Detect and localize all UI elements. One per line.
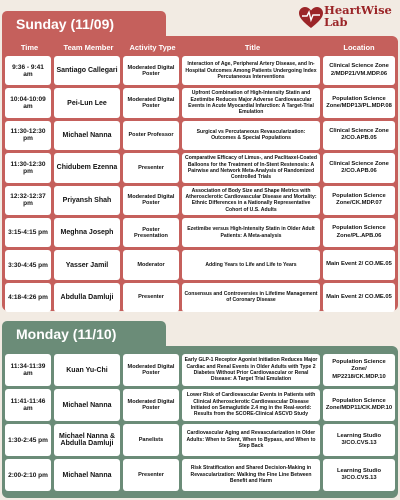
table-header [5, 39, 395, 56]
member-cell: Michael Nanna [54, 389, 120, 421]
heart-icon [298, 6, 324, 30]
activity-type-cell: Presenter [123, 459, 179, 491]
time-cell: 4:18-4:26 pm [5, 283, 51, 312]
activity-type-cell: Panelists [123, 424, 179, 456]
table-row [5, 354, 395, 386]
header-member: Team Member [63, 43, 114, 52]
time-cell: 11:30-12:30 pm [5, 121, 51, 150]
header-type: Activity Type [129, 43, 176, 52]
table-row [5, 56, 395, 85]
member-cell: Kuan Yu-Chi [54, 354, 120, 386]
member-cell: Meghna Joseph [54, 218, 120, 247]
sunday-tab: Sunday (11/09) [2, 11, 166, 37]
location-cell: Learning Studio 3/CO.CVS.13 [323, 459, 395, 491]
activity-type-cell: Moderated Digital Poster [123, 56, 179, 85]
activity-type-cell: Presenter [123, 283, 179, 312]
member-cell: Michael Nanna [54, 121, 120, 150]
table-row [5, 459, 395, 491]
member-cell: Yasser Jamil [54, 250, 120, 279]
time-cell: 3:30-4:45 pm [5, 250, 51, 279]
title-cell: Risk Stratification and Shared Decision-Making in Revascularization: Walking the Fine Line Between Benefit and Harm [182, 459, 320, 491]
location-cell: Clinical Science Zone 2/MDP21/VM.MDP.06 [323, 56, 395, 85]
location-cell: Population Science Zone/ MP2218/CK.MDP.10 [323, 354, 395, 386]
location-cell: Main Event 2/ CO.ME.05 [323, 283, 395, 312]
activity-type-cell: Moderated Digital Poster [123, 88, 179, 117]
table-row [5, 250, 395, 279]
table-row [5, 389, 395, 421]
title-cell: Cardiovascular Aging and Revascularization in Older Adults: When to Stent, When to Bypass, and When to Step Back [182, 424, 320, 456]
time-cell: 1:30-2:45 pm [5, 424, 51, 456]
location-cell: Population Science Zone/CK.MDP.07 [323, 186, 395, 215]
location-cell: Learning Studio 3/CO.CVS.13 [323, 424, 395, 456]
header-time: Time [20, 43, 39, 52]
activity-type-cell: Presenter [123, 153, 179, 182]
title-cell: Ezetimibe versus High-Intensity Statin in Older Adult Patients: A Meta-analysis [182, 218, 320, 247]
time-cell: 2:00-2:10 pm [5, 459, 51, 491]
activity-type-cell: Moderator [123, 250, 179, 279]
title-cell: Lower Risk of Cardiovascular Events in Patients with Clinical Atherosclerotic Cardiovascular Disease Initiated on Semaglutide 2.4 mg in the Real-world: Results from the SCORE-Clinical ASCVD Study [182, 389, 320, 421]
table-row [5, 186, 395, 215]
member-cell: Pei-Lun Lee [54, 88, 120, 117]
member-cell: Priyansh Shah [54, 186, 120, 215]
activity-type-cell: Poster Professor [123, 121, 179, 150]
header-title: Title [244, 43, 261, 52]
member-cell: Michael Nanna [54, 459, 120, 491]
table-row [5, 218, 395, 247]
member-cell: Abdulla Damluji [54, 283, 120, 312]
time-cell: 10:04-10:09 am [5, 88, 51, 117]
title-cell: Interaction of Age, Peripheral Artery Disease, and In-Hospital Outcomes Among Patients Undergoing Index Percutaneous Interventions [182, 56, 320, 85]
title-cell: Adding Years to Life and Life to Years [182, 250, 320, 279]
time-cell: 11:34-11:39 am [5, 354, 51, 386]
activity-type-cell: Moderated Digital Poster [123, 389, 179, 421]
location-cell: Population Science Zone/MDP13/PL.MDP.08 [323, 88, 395, 117]
activity-type-cell: Poster Presentation [123, 218, 179, 247]
table-row [5, 424, 395, 456]
title-cell: Association of Body Size and Shape Metrics with Atherosclerotic Cardiovascular Disease and Mortality: Ethnic Differences in a Nationally Representative Cohort of U.S. Adults [182, 186, 320, 215]
location-cell: Clinical Science Zone 2/CO.APB.06 [323, 153, 395, 182]
activity-type-cell: Moderated Digital Poster [123, 186, 179, 215]
table-row [5, 153, 395, 182]
member-cell: Santiago Callegari [54, 56, 120, 85]
location-cell: Main Event 2/ CO.ME.05 [323, 250, 395, 279]
time-cell: 9:36 - 9:41 am [5, 56, 51, 85]
time-cell: 12:32-12:37 pm [5, 186, 51, 215]
location-cell: Clinical Science Zone 2/CO.APB.05 [323, 121, 395, 150]
sunday-schedule [2, 36, 398, 311]
table-row [5, 283, 395, 312]
time-cell: 11:41-11:46 am [5, 389, 51, 421]
time-cell: 11:30-12:30 pm [5, 153, 51, 182]
monday-schedule [2, 346, 398, 498]
table-row [5, 121, 395, 150]
member-cell: Chidubem Ezenna [54, 153, 120, 182]
activity-type-cell: Moderated Digital Poster [123, 354, 179, 386]
title-cell: Upfront Combination of High-Intensity Statin and Ezetimibe Reduces Major Adverse Cardiovascular Events in Acute Myocardial Infarction: A Target-Trial Emulation [182, 88, 320, 117]
location-cell: Population Science Zone/PL.APB.06 [323, 218, 395, 247]
brand-name: HeartWise Lab [324, 3, 392, 29]
heartwise-logo [298, 4, 398, 36]
time-cell: 3:15-4:15 pm [5, 218, 51, 247]
title-cell: Early GLP-1 Receptor Agonist Initiation Reduces Major Cardiac and Renal Events in Older Adults with Type 2 Diabetes Without Prior Cardiovascular or Renal Disease: A Target Trial Emulation [182, 354, 320, 386]
header-location: Location [343, 43, 375, 52]
title-cell: Comparative Efficacy of Limus-, and Paclitaxel-Coated Balloons for the Treatment of In-Stent Restenosis: A Pairwise and Network Meta-Analysis of Randomized Controlled Trials [182, 153, 320, 182]
monday-tab: Monday (11/10) [2, 321, 166, 347]
member-cell: Michael Nanna & Abdulla Damluji [54, 424, 120, 456]
table-row [5, 88, 395, 117]
title-cell: Consensus and Controversies in Lifetime Management of Coronary Disease [182, 283, 320, 312]
location-cell: Population Science Zone/MDP11/CK.MDP.10 [323, 389, 395, 421]
title-cell: Surgical vs Percutaneous Revascularization: Outcomes & Special Populations [182, 121, 320, 150]
